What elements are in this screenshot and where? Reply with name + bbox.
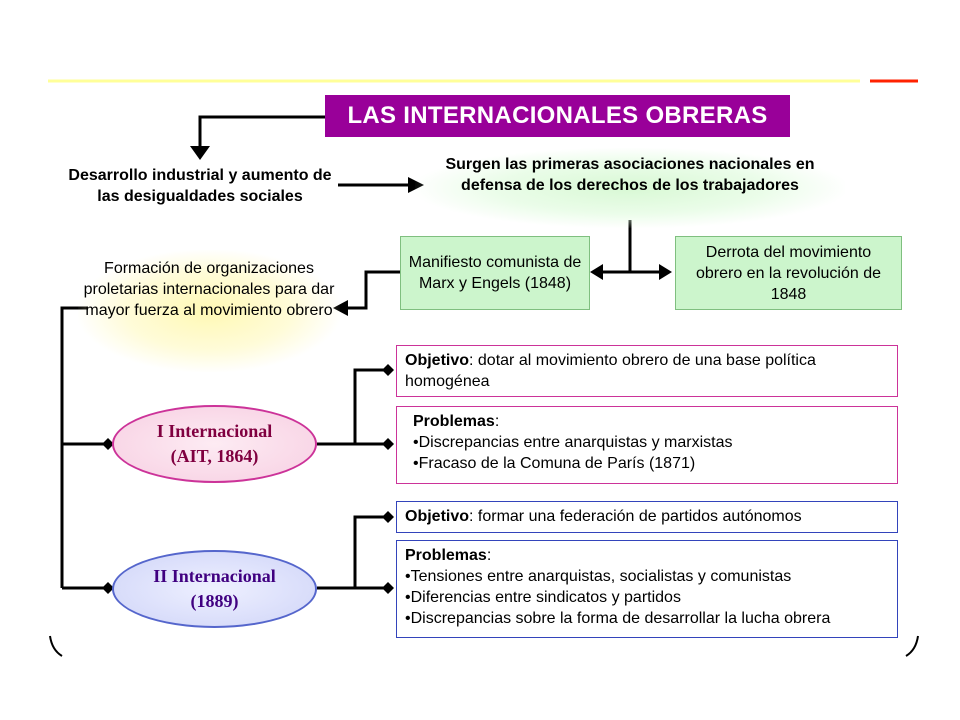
frame-corner-right bbox=[906, 636, 918, 656]
second-international-subtitle: (1889) bbox=[190, 591, 239, 611]
second-problem-item: •Diferencias entre sindicatos y partidos bbox=[405, 589, 681, 606]
manifesto-node: Manifiesto comunista de Marx y Engels (1848) bbox=[400, 236, 590, 310]
first-objective-label: Objetivo bbox=[405, 352, 470, 369]
first-international-subtitle: (AIT, 1864) bbox=[170, 446, 259, 466]
connector-second-objective bbox=[317, 517, 388, 588]
second-problems-label: Problemas bbox=[405, 547, 487, 564]
arrowhead-defeat bbox=[659, 264, 672, 280]
arrowhead-manifesto bbox=[590, 264, 603, 280]
cause-node: Desarrollo industrial y aumento de las desigualdades sociales bbox=[68, 167, 332, 205]
first-problem-item: •Discrepancias entre anarquistas y marxistas bbox=[413, 434, 733, 451]
associations-node: Surgen las primeras asociaciones nacionales en defensa de los derechos de los trabajadores bbox=[415, 148, 845, 228]
second-objective-text: : formar una federación de partidos autónomos bbox=[469, 508, 802, 525]
second-problem-item: •Tensiones entre anarquistas, socialistas y comunistas bbox=[405, 568, 792, 585]
connector-manifesto-formation bbox=[345, 272, 400, 308]
frame-corner-left bbox=[50, 636, 62, 656]
connector-first-objective bbox=[317, 370, 388, 444]
second-problems-box bbox=[396, 540, 898, 638]
second-problem-item: •Discrepancias sobre la forma de desarrollar la lucha obrera bbox=[405, 610, 831, 627]
connector-title-cause bbox=[200, 117, 325, 148]
formation-node: Formación de organizaciones proletarias internacionales para dar mayor fuerza al movimiento obrero bbox=[78, 250, 340, 372]
second-international-name: II Internacional bbox=[153, 566, 276, 586]
diamond-second-problems bbox=[382, 582, 394, 594]
first-international-name: I Internacional bbox=[156, 421, 273, 441]
diagram-title: LAS INTERNACIONALES OBRERAS bbox=[325, 95, 790, 137]
first-objective-box bbox=[396, 345, 898, 397]
second-problems-colon: : bbox=[486, 547, 492, 564]
defeat-node: Derrota del movimiento obrero en la revolución de 1848 bbox=[675, 236, 902, 310]
arrowhead-cause bbox=[190, 146, 210, 160]
second-objective-label: Objetivo bbox=[405, 508, 470, 525]
diamond-first-objective bbox=[382, 364, 394, 376]
diamond-second-objective bbox=[382, 511, 394, 523]
second-objective-box bbox=[396, 501, 898, 533]
first-problems-colon: : bbox=[494, 413, 500, 430]
first-international-node bbox=[112, 405, 317, 483]
first-problem-item: •Fracaso de la Comuna de París (1871) bbox=[413, 455, 696, 472]
first-problems-label: Problemas bbox=[413, 413, 495, 430]
first-problems-box bbox=[396, 406, 898, 484]
second-international-node bbox=[112, 550, 317, 628]
diamond-first-problems bbox=[382, 438, 394, 450]
first-objective-text: : dotar al movimiento obrero de una base política homogénea bbox=[405, 352, 816, 390]
